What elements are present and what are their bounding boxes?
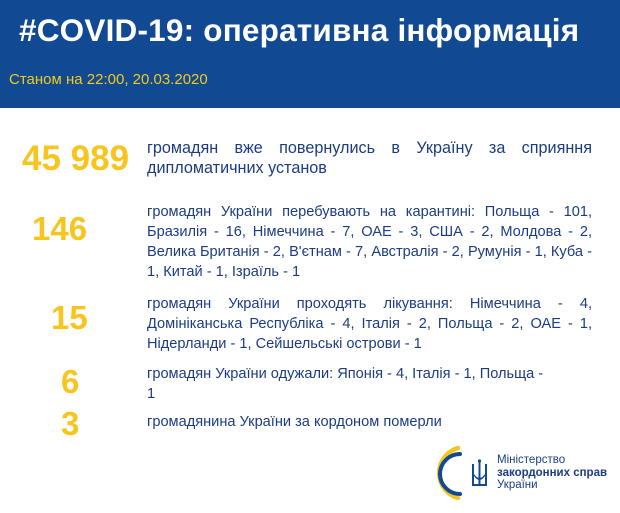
page-title: #COVID-19: оперативна інформація xyxy=(19,12,580,48)
stat-deceased-value: 3 xyxy=(61,405,80,442)
header-banner xyxy=(0,0,620,108)
stat-quarantine-text: громадян України перебувають на карантині: Польща - 101, Бразилія - 16, Німеччина - 7, ОАЕ - 3, США - 2, Молдова - 2, Велика Британія - 2, В'єтнам - 7, Австралія - 2, Румунія - 1, Куба - 1, Китай - 1, Ізраїль - 1 xyxy=(147,204,592,280)
stat-treatment-value: 15 xyxy=(51,299,88,336)
stat-recovered-text: громадян України одужали: Японія - 4, Італія - 1, Польща - 1 xyxy=(147,366,544,402)
stat-treatment-text: громадян України проходять лікування: Німеччина - 4, Домініканська Республіка - 4, Італія - 2, Польща - 2, ОАЕ - 1, Нідерланди - 1, Сейшельські острови - 1 xyxy=(147,296,592,352)
stat-recovered-value: 6 xyxy=(61,363,80,400)
stat-quarantine-value: 146 xyxy=(32,210,88,247)
logo-line-1: Міністерство xyxy=(497,454,566,466)
report-date: Станом на 22:00, 20.03.2020 xyxy=(9,71,208,88)
stat-deceased-text: громадянина України за кордоном померли xyxy=(147,414,442,430)
ministry-logo-text xyxy=(497,454,607,492)
logo-line-2: закордонних справ xyxy=(497,466,608,479)
logo-line-3: України xyxy=(497,479,538,491)
stat-returned-text: громадян вже повернулись в Україну за сприяння дипломатичних установ xyxy=(147,139,592,177)
stat-returned-value: 45 989 xyxy=(22,139,130,178)
